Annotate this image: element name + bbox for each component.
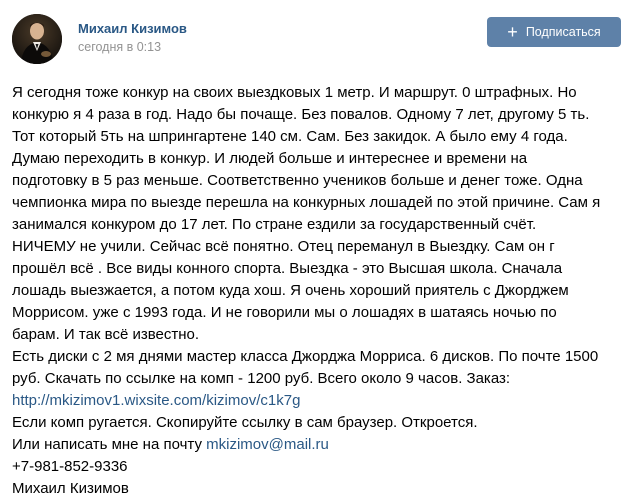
post-text-line: чемпионка мира по выезде перешла на конкурных лошадей по этой причине. Сам я — [12, 194, 601, 211]
post-text-line: Есть диски с 2 мя днями мастер класса Джорджа Морриса. 6 дисков. По почте 1500 — [12, 348, 599, 365]
order-link-line — [12, 390, 612, 412]
author-name[interactable]: Михаил Кизимов — [78, 21, 187, 36]
plus-icon: + — [507, 22, 518, 42]
post-text-line: барам. И так всё известно. — [12, 326, 200, 343]
post-date[interactable]: сегодня в 0:13 — [78, 40, 162, 54]
order-link[interactable]: http://mkizimov1.wixsite.com/kizimov/c1k7g — [12, 392, 301, 409]
browser-note: Если комп ругается. Скопируйте ссылку в сам браузер. Откроется. — [12, 414, 478, 431]
post-text-line: НИЧЕМУ не учили. Сейчас всё понятно. Отец переманул в Выездку. Сам он г — [12, 238, 555, 255]
post-text — [12, 82, 612, 500]
post-text-line: конкурю я 4 раза в год. Надо бы почаще. Без повалов. Одному 7 лет, другому 5 ть. — [12, 106, 590, 123]
email-link[interactable]: mkizimov@mail.ru — [206, 436, 329, 453]
signature: Михаил Кизимов — [12, 480, 129, 497]
post-text-line: руб. Скачать по ссылке на комп - 1200 руб. Всего около 9 часов. Заказ: — [12, 370, 511, 387]
post-text-line: Я сегодня тоже конкур на своих выездковых 1 метр. И маршрут. 0 штрафных. Но — [12, 84, 577, 101]
subscribe-button[interactable] — [487, 17, 621, 47]
phone-number: +7-981-852-9336 — [12, 458, 128, 475]
subscribe-label: Подписаться — [525, 25, 601, 39]
post-header — [12, 12, 612, 62]
post-text-line: прошёл всё . Все виды конного спорта. Выездка - это Высшая школа. Сначала — [12, 260, 563, 277]
post-text-line: Моррисом. уже с 1993 года. И не говорили мы о лошадях в шатаясь ночью по — [12, 304, 557, 321]
post-text-line: подготовку в 5 раз меньше. Соответственно учеников больше и денег тоже. Одна — [12, 172, 583, 189]
post-text-line: занимался конкуром до 17 лет. По стране ездили за государственный счёт. — [12, 216, 537, 233]
avatar[interactable] — [12, 14, 62, 64]
email-line — [12, 434, 612, 456]
post-text-line: лошадь выезжается, а потом куда хош. Я очень хороший приятель с Джорджем — [12, 282, 569, 299]
post-text-line: Думаю переходить в конкур. И людей больше и интереснее и времени на — [12, 150, 528, 167]
email-prefix: Или написать мне на почту — [12, 436, 207, 453]
avatar-photo-icon — [12, 14, 62, 64]
post-text-line: Тот который 5ть на шпрингартене 140 см. Сам. Без закидок. А было ему 4 года. — [12, 128, 568, 145]
